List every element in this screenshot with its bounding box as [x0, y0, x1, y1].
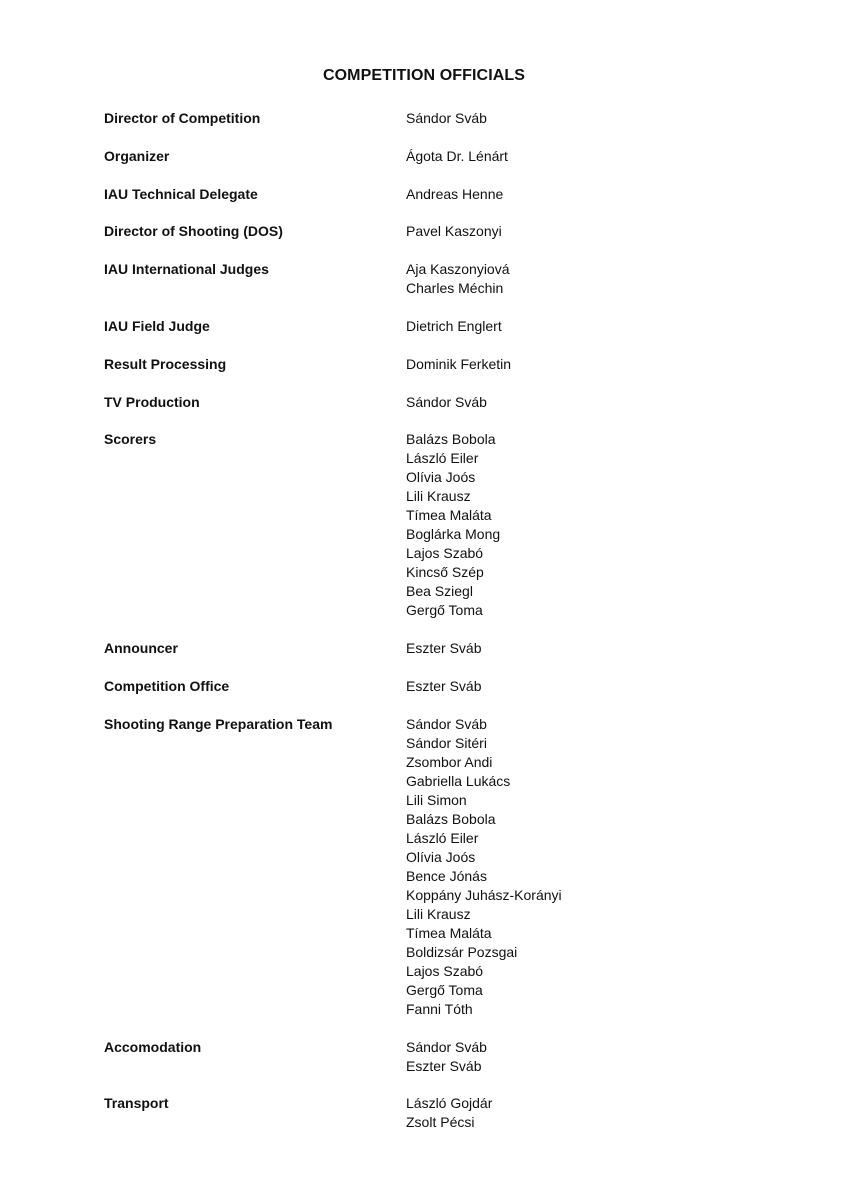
official-name: Dietrich Englert: [406, 317, 502, 334]
official-names: [406, 639, 804, 658]
official-name: Gabriella Lukács: [406, 772, 511, 789]
official-name: Charles Méchin: [406, 280, 504, 297]
official-row: [104, 109, 804, 128]
official-role: TV Production: [104, 393, 200, 410]
official-names: [406, 109, 804, 128]
official-names: [406, 355, 804, 374]
official-name: Lajos Szabó: [406, 962, 484, 979]
official-row: [104, 1038, 804, 1076]
official-name: Sándor Sváb: [406, 1038, 487, 1055]
official-name: Ágota Dr. Lénárt: [406, 147, 508, 164]
official-role: Organizer: [104, 147, 170, 164]
official-name: Eszter Sváb: [406, 640, 482, 657]
official-name: Lili Krausz: [406, 905, 471, 922]
official-row: [104, 185, 804, 204]
official-name: László Eiler: [406, 829, 479, 846]
official-name: Bea Sziegl: [406, 583, 473, 600]
official-role: Shooting Range Preparation Team: [104, 715, 333, 732]
official-names: [406, 147, 804, 166]
official-row: [104, 222, 804, 241]
official-name: Pavel Kaszonyi: [406, 223, 502, 240]
officials-list: [104, 109, 804, 1151]
official-role: Result Processing: [104, 355, 227, 372]
official-name: Andreas Henne: [406, 185, 504, 202]
official-names: [406, 1038, 804, 1076]
official-name: Lajos Szabó: [406, 545, 484, 562]
official-name: Lili Simon: [406, 791, 467, 808]
official-name: Tímea Maláta: [406, 924, 492, 941]
official-row: [104, 1094, 804, 1132]
official-name: Gergő Toma: [406, 981, 483, 998]
official-names: [406, 222, 804, 241]
official-row: [104, 677, 804, 696]
official-names: [406, 1094, 804, 1132]
official-row: [104, 639, 804, 658]
official-name: Fanni Tóth: [406, 1000, 473, 1017]
official-name: Sándor Sitéri: [406, 734, 487, 751]
official-name: Boglárka Mong: [406, 526, 501, 543]
official-role: IAU Field Judge: [104, 317, 210, 334]
official-row: [104, 260, 804, 298]
official-name: Sándor Sváb: [406, 393, 487, 410]
official-name: Bence Jónás: [406, 867, 487, 884]
official-name: Eszter Sváb: [406, 1057, 482, 1074]
official-role: Announcer: [104, 640, 178, 657]
official-name: Eszter Sváb: [406, 677, 482, 694]
page-title: COMPETITION OFFICIALS: [322, 67, 526, 84]
official-name: Olívia Joós: [406, 469, 476, 486]
official-role: Competition Office: [104, 677, 230, 694]
official-name: Balázs Bobola: [406, 431, 496, 448]
official-row: [104, 317, 804, 336]
official-name: Dominik Ferketin: [406, 355, 512, 372]
official-name: Zsolt Pécsi: [406, 1114, 475, 1131]
official-role: IAU International Judges: [104, 261, 269, 278]
official-name: Balázs Bobola: [406, 810, 496, 827]
official-name: Boldizsár Pozsgai: [406, 943, 518, 960]
official-name: Koppány Juhász-Korányi: [406, 886, 562, 903]
official-name: Tímea Maláta: [406, 507, 492, 524]
official-names: [406, 260, 804, 298]
official-role: Transport: [104, 1095, 169, 1112]
official-role: Scorers: [104, 431, 157, 448]
official-row: [104, 147, 804, 166]
official-row: [104, 355, 804, 374]
official-name: Zsombor Andi: [406, 753, 493, 770]
official-role: IAU Technical Delegate: [104, 185, 258, 202]
official-name: Aja Kaszonyiová: [406, 261, 510, 278]
official-role: Accomodation: [104, 1038, 202, 1055]
official-name: Lili Krausz: [406, 488, 471, 505]
official-role: Director of Shooting (DOS): [104, 223, 283, 240]
official-names: [406, 715, 804, 1019]
official-names: [406, 185, 804, 204]
official-name: Gergő Toma: [406, 602, 483, 619]
official-name: Sándor Sváb: [406, 715, 487, 732]
official-names: [406, 677, 804, 696]
official-row: [104, 393, 804, 412]
official-name: László Eiler: [406, 450, 479, 467]
official-names: [406, 393, 804, 412]
official-name: Sándor Sváb: [406, 110, 487, 126]
official-name: László Gojdár: [406, 1095, 493, 1112]
official-row: [104, 715, 804, 1019]
official-names: [406, 430, 804, 620]
official-names: [406, 317, 804, 336]
official-row: [104, 430, 804, 620]
official-role: Director of Competition: [104, 110, 261, 126]
official-name: Kincső Szép: [406, 564, 484, 581]
official-name: Olívia Joós: [406, 848, 476, 865]
